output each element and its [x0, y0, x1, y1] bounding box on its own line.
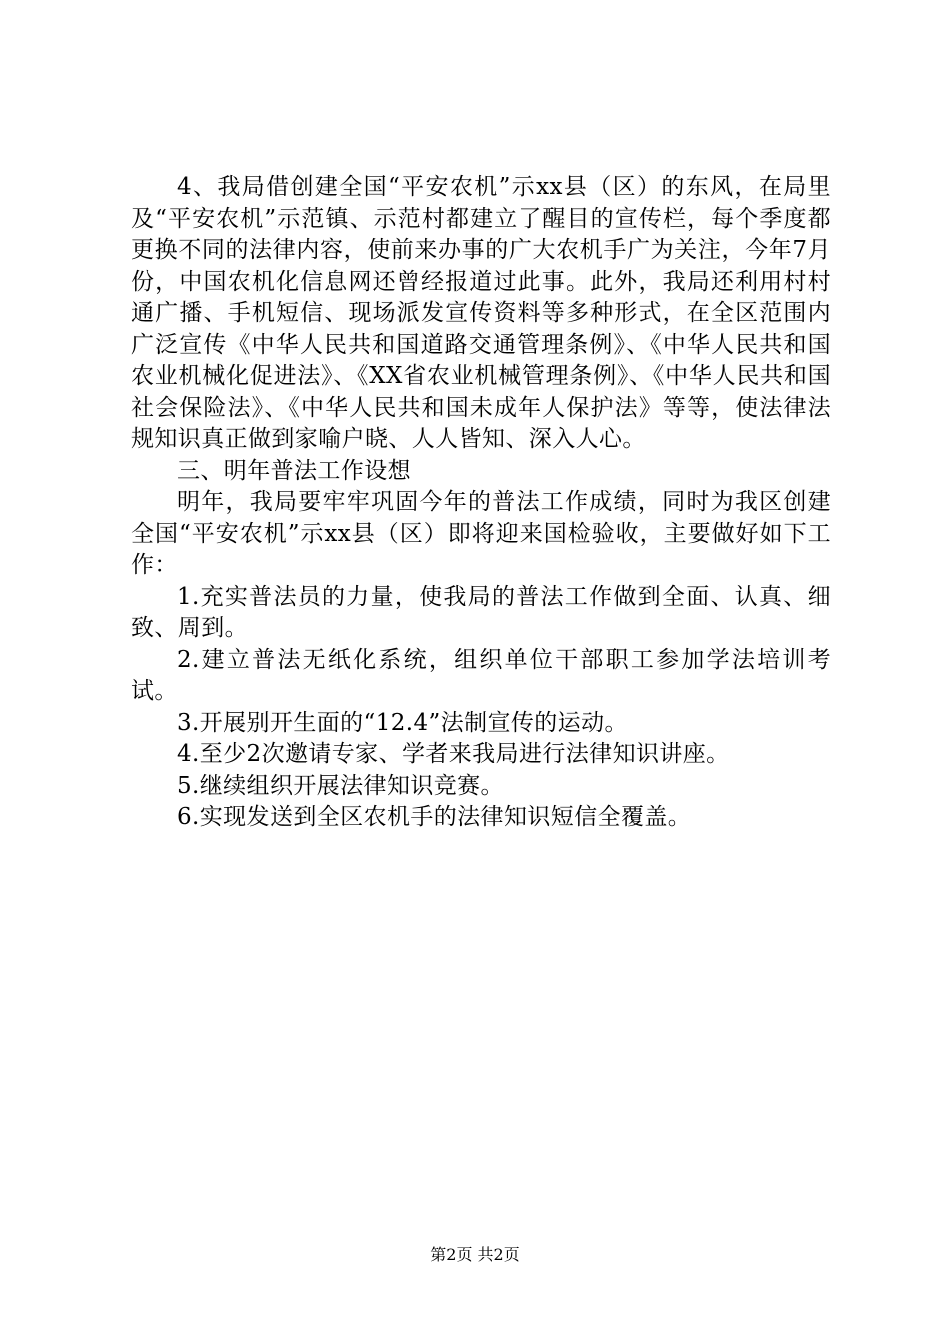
section-heading-next-year-plan: 三、明年普法工作设想 — [177, 457, 411, 484]
document-body — [131, 172, 831, 834]
paragraph-next-year-intro: 明年，我局要牢牢巩固今年的普法工作成绩，同时为我区创建全国“平安农机”示xx县（区）即将迎来国检验收，主要做好如下工作： — [131, 489, 831, 578]
page-footer: 第2页 共2页 — [430, 1245, 520, 1264]
list-item-2: 2.建立普法无纸化系统，组织单位干部职工参加学法培训考试。 — [131, 646, 831, 704]
list-item-5: 5.继续组织开展法律知识竞赛。 — [177, 772, 504, 799]
list-item-1: 1.充实普法员的力量，使我局的普法工作做到全面、认真、细致、周到。 — [131, 583, 831, 641]
list-item-4: 4.至少2次邀请专家、学者来我局进行法律知识讲座。 — [177, 741, 730, 767]
paragraph-publicity: 4、我局借创建全国“平安农机”示xx县（区）的东风，在局里及“平安农机”示范镇、示范村都建立了醒目的宣传栏，每个季度都更换不同的法律内容，使前来办事的广大农机手广为关注，今年7月份，中国农机化信息网还曾经报道过此事。此外，我局还利用村村通广播、手机短信、现场派发宣传资料等多种形式，在全区范围内广泛宣传《中华人民共和国道路交通管理条例》、《中华人民共和国农业机械化促进法》、《XX省农业机械管理条例》、《中华人民共和国社会保险法》、《中华人民共和国未成年人保护法》等等，使法律法规知识真正做到家喻户晓、人人皆知、深入人心。 — [131, 174, 831, 452]
list-item-6: 6.实现发送到全区农机手的法律知识短信全覆盖。 — [177, 804, 692, 830]
list-item-3: 3.开展别开生面的“12.4”法制宣传的运动。 — [177, 709, 628, 736]
